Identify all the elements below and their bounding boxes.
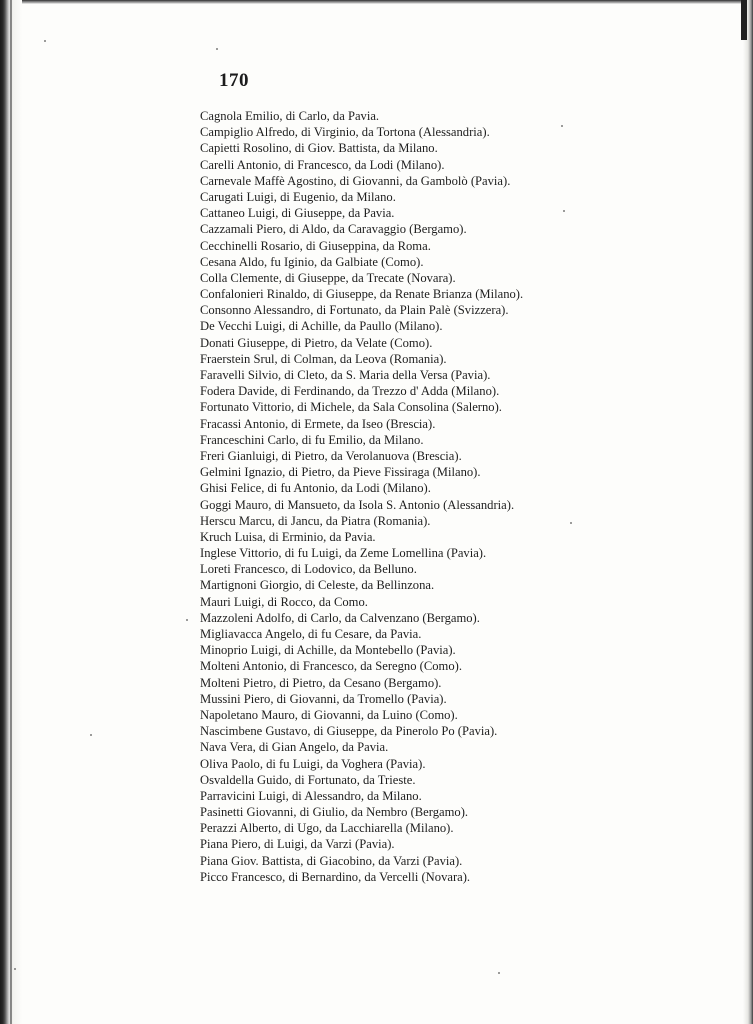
list-item: Migliavacca Angelo, di fu Cesare, da Pavia.: [200, 627, 422, 641]
list-item: Freri Gianluigi, di Pietro, da Verolanuova (Brescia).: [200, 448, 462, 463]
list-item: Oliva Paolo, di fu Luigi, da Voghera (Pavia).: [200, 756, 426, 771]
list-item: Carelli Antonio, di Francesco, da Lodi (Milano).: [200, 157, 445, 172]
list-item: Cagnola Emilio, di Carlo, da Pavia.: [200, 109, 380, 123]
page-top-edge: [0, 0, 753, 4]
list-item: De Vecchi Luigi, di Achille, da Paullo (Milano).: [200, 319, 443, 334]
list-item: Faravelli Silvio, di Cleto, da S. Maria della Versa (Pavia).: [200, 368, 491, 382]
list-item: Osvaldella Guido, di Fortunato, da Trieste.: [200, 772, 416, 787]
list-item: Campiglio Alfredo, di Virginio, da Tortona (Alessandria).: [200, 125, 490, 140]
scan-speck: [216, 48, 218, 50]
list-item: Kruch Luisa, di Erminio, da Pavia.: [200, 529, 376, 544]
list-item: Cesana Aldo, fu Iginio, da Galbiate (Como).: [200, 254, 424, 269]
list-item: Carnevale Maffè Agostino, di Giovanni, da Gambolò (Pavia).: [200, 173, 511, 188]
list-item: Franceschini Carlo, di fu Emilio, da Milano.: [200, 432, 424, 447]
list-item: Perazzi Alberto, di Ugo, da Lacchiarella (Milano).: [200, 821, 454, 836]
list-item: Nascimbene Gustavo, di Giuseppe, da Pinerolo Po (Pavia).: [200, 724, 498, 739]
list-item: Napoletano Mauro, di Giovanni, da Luino (Como).: [200, 707, 458, 722]
list-item: Molteni Antonio, di Francesco, da Seregno (Como).: [200, 659, 462, 674]
list-item: Colla Clemente, di Giuseppe, da Trecate (Novara).: [200, 270, 456, 285]
binding-shadow-line: [10, 0, 12, 1024]
list-item: Piana Piero, di Luigi, da Varzi (Pavia).: [200, 837, 395, 852]
list-item: Donati Giuseppe, di Pietro, da Velate (Como).: [200, 335, 433, 350]
name-list: [200, 108, 720, 885]
list-item: Fortunato Vittorio, di Michele, da Sala Consolina (Salerno).: [200, 400, 502, 415]
page-number: 170: [219, 70, 249, 91]
list-item: Mazzoleni Adolfo, di Carlo, da Calvenzano (Bergamo).: [200, 610, 480, 625]
list-item: Confalonieri Rinaldo, di Giuseppe, da Renate Brianza (Milano).: [200, 287, 524, 302]
list-item: Cazzamali Piero, di Aldo, da Caravaggio (Bergamo).: [200, 222, 467, 237]
list-item: Martignoni Giorgio, di Celeste, da Bellinzona.: [200, 578, 435, 593]
list-item: Herscu Marcu, di Jancu, da Piatra (Romania).: [200, 513, 431, 528]
list-item: Fracassi Antonio, di Ermete, da Iseo (Brescia).: [200, 416, 436, 431]
scan-speck: [44, 40, 46, 42]
list-item: Pasinetti Giovanni, di Giulio, da Nembro (Bergamo).: [200, 805, 469, 820]
list-item: Gelmini Ignazio, di Pietro, da Pieve Fissiraga (Milano).: [200, 465, 481, 480]
list-item: Mussini Piero, di Giovanni, da Tromello (Pavia).: [200, 691, 447, 706]
list-item: Molteni Pietro, di Pietro, da Cesano (Bergamo).: [200, 675, 442, 690]
list-item: Mauri Luigi, di Rocco, da Como.: [200, 594, 368, 609]
list-item: Carugati Luigi, di Eugenio, da Milano.: [200, 189, 396, 204]
page-right-edge: [743, 0, 753, 1024]
scan-speck: [90, 734, 92, 736]
list-item: Fodera Davide, di Ferdinando, da Trezzo d' Adda (Milano).: [200, 384, 500, 399]
list-item: Loreti Francesco, di Lodovico, da Belluno.: [200, 562, 417, 577]
scan-speck: [498, 972, 500, 974]
list-item: Cecchinelli Rosario, di Giuseppina, da Roma.: [200, 238, 431, 253]
scan-speck: [14, 968, 16, 970]
scan-edge-mark: [741, 0, 747, 40]
list-item: Ghisi Felice, di fu Antonio, da Lodi (Milano).: [200, 481, 431, 496]
list-item: Picco Francesco, di Bernardino, da Vercelli (Novara).: [200, 869, 471, 884]
list-item: Parravicini Luigi, di Alessandro, da Milano.: [200, 788, 422, 803]
list-item: Fraerstein Srul, di Colman, da Leova (Romania).: [200, 351, 447, 366]
list-item: Consonno Alessandro, di Fortunato, da Plain Palè (Svizzera).: [200, 303, 509, 318]
scan-speck: [186, 619, 188, 621]
list-item: Cattaneo Luigi, di Giuseppe, da Pavia.: [200, 206, 395, 221]
list-item: Minoprio Luigi, di Achille, da Montebello (Pavia).: [200, 643, 456, 658]
list-item: Capietti Rosolino, di Giov. Battista, da Milano.: [200, 141, 438, 156]
list-item: Nava Vera, di Gian Angelo, da Pavia.: [200, 740, 389, 755]
list-item: Piana Giov. Battista, di Giacobino, da Varzi (Pavia).: [200, 853, 463, 868]
list-item: Goggi Mauro, di Mansueto, da Isola S. Antonio (Alessandria).: [200, 497, 515, 512]
list-item: Inglese Vittorio, di fu Luigi, da Zeme Lomellina (Pavia).: [200, 546, 487, 561]
